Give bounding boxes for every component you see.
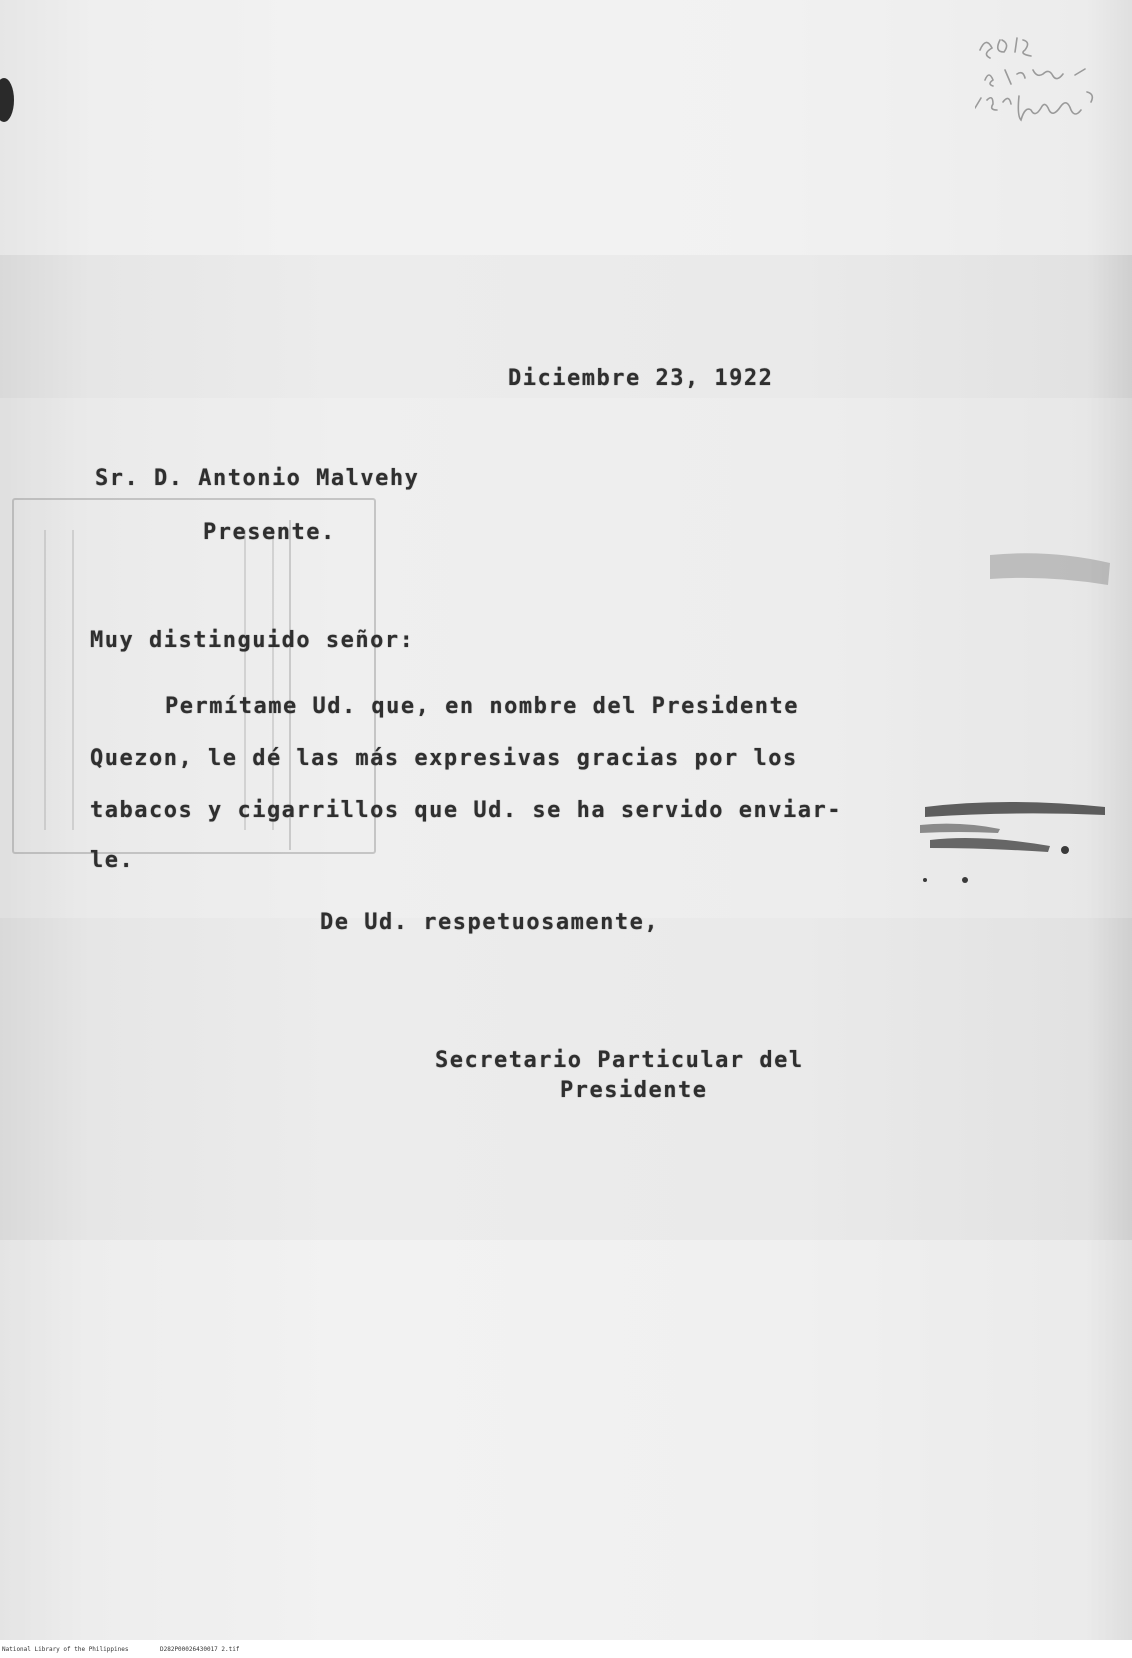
letter-date: Diciembre 23, 1922 bbox=[508, 366, 774, 391]
footer-file: D282P00026430017 2.tif bbox=[160, 1646, 240, 1653]
pencil-annotation bbox=[975, 30, 1125, 180]
salutation: Muy distinguido señor: bbox=[90, 628, 415, 653]
recipient-name: Sr. D. Antonio Malvehy bbox=[95, 466, 420, 491]
footer-library: National Library of the Philippines bbox=[2, 1646, 129, 1653]
scan-band bbox=[0, 0, 1132, 255]
recipient-address: Presente. bbox=[203, 520, 336, 545]
signature-title-cont: Presidente bbox=[560, 1078, 708, 1103]
body-line: Quezon, le dé las más expresivas gracias por los bbox=[90, 746, 798, 771]
body-line: tabacos y cigarrillos que Ud. se ha servido enviar- bbox=[90, 798, 843, 823]
ink-smudge bbox=[985, 545, 1120, 605]
body-line: le. bbox=[90, 848, 135, 873]
punch-hole-mark bbox=[0, 70, 20, 130]
closing: De Ud. respetuosamente, bbox=[320, 910, 660, 935]
scan-band bbox=[0, 1240, 1132, 1640]
body-line: Permítame Ud. que, en nombre del Presidente bbox=[165, 694, 800, 719]
ink-smudge bbox=[905, 795, 1125, 905]
scan-footer bbox=[0, 1642, 1132, 1658]
signature-title: Secretario Particular del bbox=[435, 1048, 804, 1073]
